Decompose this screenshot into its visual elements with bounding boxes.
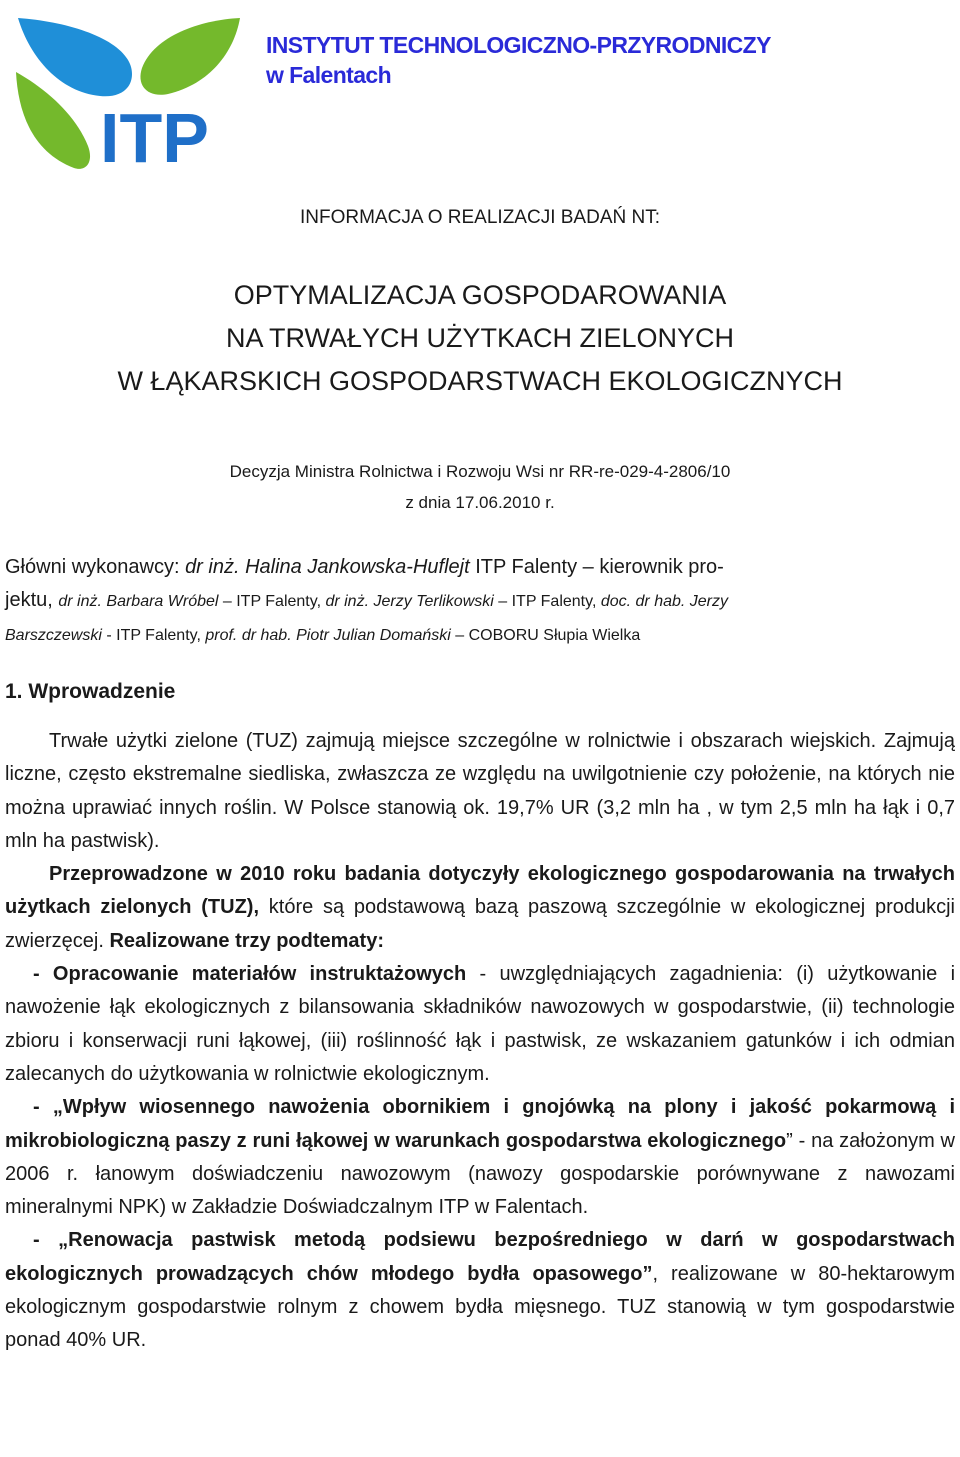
itp-logo [14,12,246,180]
title-line-2: NA TRWAŁYCH UŻYTKACH ZIELONYCH [225,323,735,353]
paragraph-1-text: Trwałe użytki zielone (TUZ) zajmują miejsce szczególne w rolnictwie i obszarach wiejskich. Zajmują liczne, często ekstremalne siedliska, zwłaszcza ze względu na uwilgotnienie czy położenie, na których nie można uprawiać innych roślin. W Polsce stanowią ok. 19,7% UR (3,2 mln ha , w tym 2,5 mln ha łąk i 0,7 mln ha pastwisk). [5,730,955,852]
author-4-title: doc. dr hab. [600,593,686,610]
author-1-title: dr inż. [185,556,240,578]
paragraph-2 [5,858,955,958]
author-4-affiliation: - ITP Falenty, [106,627,206,644]
title-line-1: OPTYMALIZACJA GOSPODAROWANIA [233,280,727,310]
decision-reference [0,456,960,518]
title-line-3: W ŁĄKARSKICH GOSPODARSTWACH EKOLOGICZNYCH [117,366,843,396]
list-item-3-bold: - „Renowacja pastwisk metodą podsiewu bezpośredniego w darń w gospodarstwach ekologicznych prowadzących chów młodego bydła opasowego” [5,1229,955,1285]
author-5-name: Piotr Julian Domański [296,627,451,644]
author-4-name-last: Barszczewski [5,627,102,644]
author-3-name: Jerzy Terlikowski [373,593,494,610]
list-item-2-bold: - „Wpływ wiosennego nawożenia obornikiem i gnojówką na plony i jakość pokarmową i mikrobiologiczną paszy z runi łąkowej w warunkach gospodarstwa ekologicznego [5,1096,955,1152]
author-3-affiliation: ITP Falenty, [511,593,601,610]
institute-name [266,30,771,90]
logo-text: ITP [100,99,209,177]
institute-line-2: w Falentach [266,62,392,88]
authors-cont: jektu, [5,589,59,611]
info-heading: INFORMACJA O REALIZACJI BADAŃ NT: [300,207,660,228]
author-2-name: Barbara Wróbel [106,593,219,610]
author-3-title: dr inż. [325,593,370,610]
author-2-title: dr inż. [58,593,102,610]
list-item-2-text: ” - na założonym w 2006 r. łanowym doświadczeniu nawozowym (nawozy gospodarskie porównywane z nawozami mineralnymi NPK) w Zakładzie Doświadczalnym ITP w Falentach. [5,1129,955,1219]
author-4-name-first: Jerzy [689,593,729,610]
author-1-name: Halina Jankowska-Huflejt [245,556,470,578]
author-1-affiliation: ITP Falenty – kierownik pro- [475,556,724,578]
main-title [0,274,960,403]
author-2-affiliation: ITP Falenty, [236,593,326,610]
authors-lead: Główni wykonawcy: [5,556,186,578]
author-5-affiliation: COBORU Słupia Wielka [468,627,641,644]
paragraph-2-bold: Przeprowadzone w 2010 roku badania dotyczyły ekologicznego gospodarowania na trwałych użytkach zielonych (TUZ), [5,863,955,919]
list-item-2 [5,1091,955,1224]
section-body [5,725,955,1358]
authors-paragraph: Główni wykonawcy: dr inż. Halina Jankowska-Huflejt ITP Falenty – kierownik pro- jektu, dr inż. Barbara Wróbel – ITP Falenty, dr inż. Jerzy Terlikowski – ITP Falenty, doc. dr hab. Jerzy Barszczewski - ITP Falenty, prof. dr hab. Piotr Julian Domański – COBORU Słupia Wielka [5,556,729,644]
list-item-1 [5,958,955,1091]
list-item-3-text: , realizowane w 80-hektarowym ekologicznym gospodarstwie rolnym z chowem bydła mięsnego. TUZ stanowią w tym gospodarstwie ponad 40% UR. [5,1262,955,1352]
list-item-3 [5,1224,955,1357]
section-title: 1. Wprowadzenie [5,680,176,703]
list-item-1-text: - uwzględniających zagadnienia: (i) użytkowanie i nawożenie łąk ekologicznych z bilansowania składników nawozowych w gospodarstwie, (ii) technologie zbioru i konserwacji runi łąkowej, (iii) roślinność łąk i pastwisk, ze wskazaniem gatunków i ich odmian zalecanych do użytkowania w rolnictwie ekologicznym. [5,963,956,1085]
leaf-logo-icon [14,12,246,180]
author-5-title: prof. dr hab. [205,627,292,644]
paragraph-2-text: które są podstawową bazą paszową szczególnie w ekologicznej produkcji zwierzęcej. [5,896,955,952]
decision-line-2: z dnia 17.06.2010 r. [405,493,555,512]
decision-line-1: Decyzja Ministra Rolnictwa i Rozwoju Wsi nr RR-re-029-4-2806/10 [229,462,731,481]
paragraph-2-bold-2: Realizowane trzy podtematy: [109,929,384,952]
paragraph-1 [5,725,955,858]
institute-line-1: INSTYTUT TECHNOLOGICZNO-PRZYRODNICZY [266,32,771,58]
list-item-1-bold: - Opracowanie materiałów instruktażowych [33,963,467,986]
